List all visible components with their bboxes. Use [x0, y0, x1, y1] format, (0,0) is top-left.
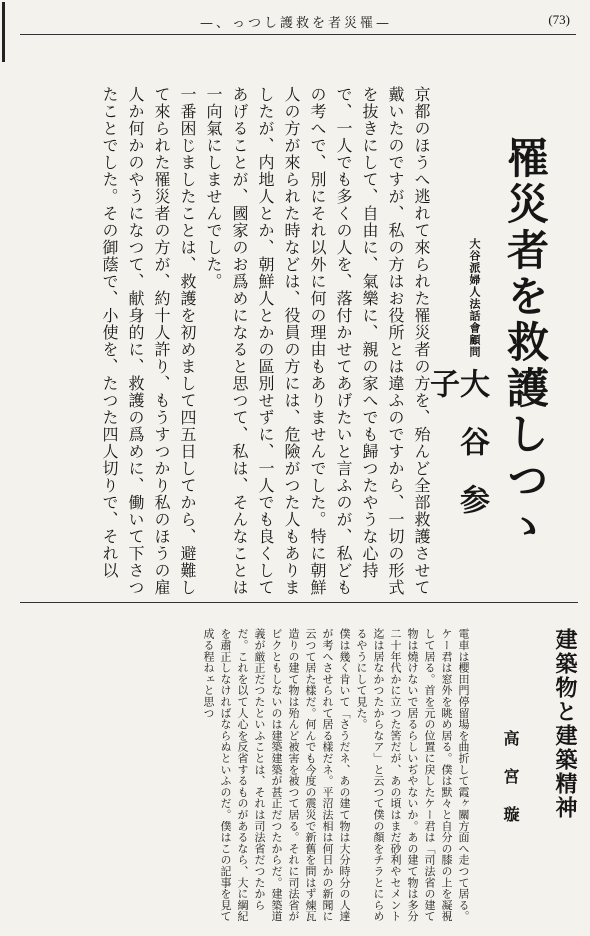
page-number: (73) — [548, 12, 570, 27]
running-head: —、っつし護救を者災罹— — [200, 16, 393, 31]
article-1-byline: 大谷派婦人法話會顧問 — [468, 238, 481, 358]
section-divider — [20, 602, 578, 603]
article-2-author: 高宮璇 — [501, 730, 520, 844]
article-1 — [14, 38, 584, 598]
article-2-body: 電車は櫻田門停留場を曲折して霞ヶ關方面へ走つて居る。ケー君は窓外を眺め居る。僕は默々と自分の膝の上を凝視して居る。首を元の位置に戻したケー君は「司法省の建て物は燒けないで居るらしいぢやないか。あの建て物は多分二十年代かに立つた筈だが、あの頃はまだ砂利やセメント迄は居なかつたからなア」と云つて僕の顏をチラとにらめるやうにして見た。 僕は幾く肯いて「さうだネ、あの建て物は大分時分の人達が考へさせられて居る樣だネ。平沼法相は何日かの新聞に云つて居た樣だ。何んでも今度の震災で新舊を問はず煉瓦造りの建て物は殆んど被害を被つて居る。それに司法省がビクともしないのは建築建築が甚正だつたからだ。建築道義が厳正だつたといふことは、それは司法省だつたからだ。これを以て人心を反省するものがあるなら、大に綱紀を肅正しなければならぬといふのだ。僕はこの記事を見て成る程ねェと思つ — [202, 628, 470, 922]
article-1-title: 罹災者を救護しつゝ — [501, 136, 550, 550]
article-1-author: 大谷参子 — [424, 368, 489, 542]
page-header — [20, 6, 576, 35]
article-1-body: 京都のほうへ逃れて來られた罹災者の方を、殆んど全部救護させて戴いたのですが、私の方はお役所とは違ふのですから、一切の形式を抜きにして、自由に、氣樂に、親の家へでも歸つたやうな心持で、一人でも多くの人を、落付かせてあげたいと言ふのが、私どもの考へで、別にそれ以外に何の理由もありませんでした。特に朝鮮人の方が來られた時などは、役員の方には、危險がつた人もありましたが、内地人とか、朝鮮人とかの區別せずに、一人でも良くしてあげることが、國家のお爲めになると思つて、私は、そんなことは一向氣にしませんでした。 一番困じましたことは、救護を初めまして四五日してから、避難して來られた罹災者の方が、約十人許り、もうすつかり私のほうの雇人か何かのやうになつて、献身的に、救護の爲めに、働いて下さつたことでした。その御蔭で、小使を、たつた四人切りで、それ以 — [100, 86, 431, 596]
article-2-title: 建築物と建築精神 — [552, 628, 578, 820]
